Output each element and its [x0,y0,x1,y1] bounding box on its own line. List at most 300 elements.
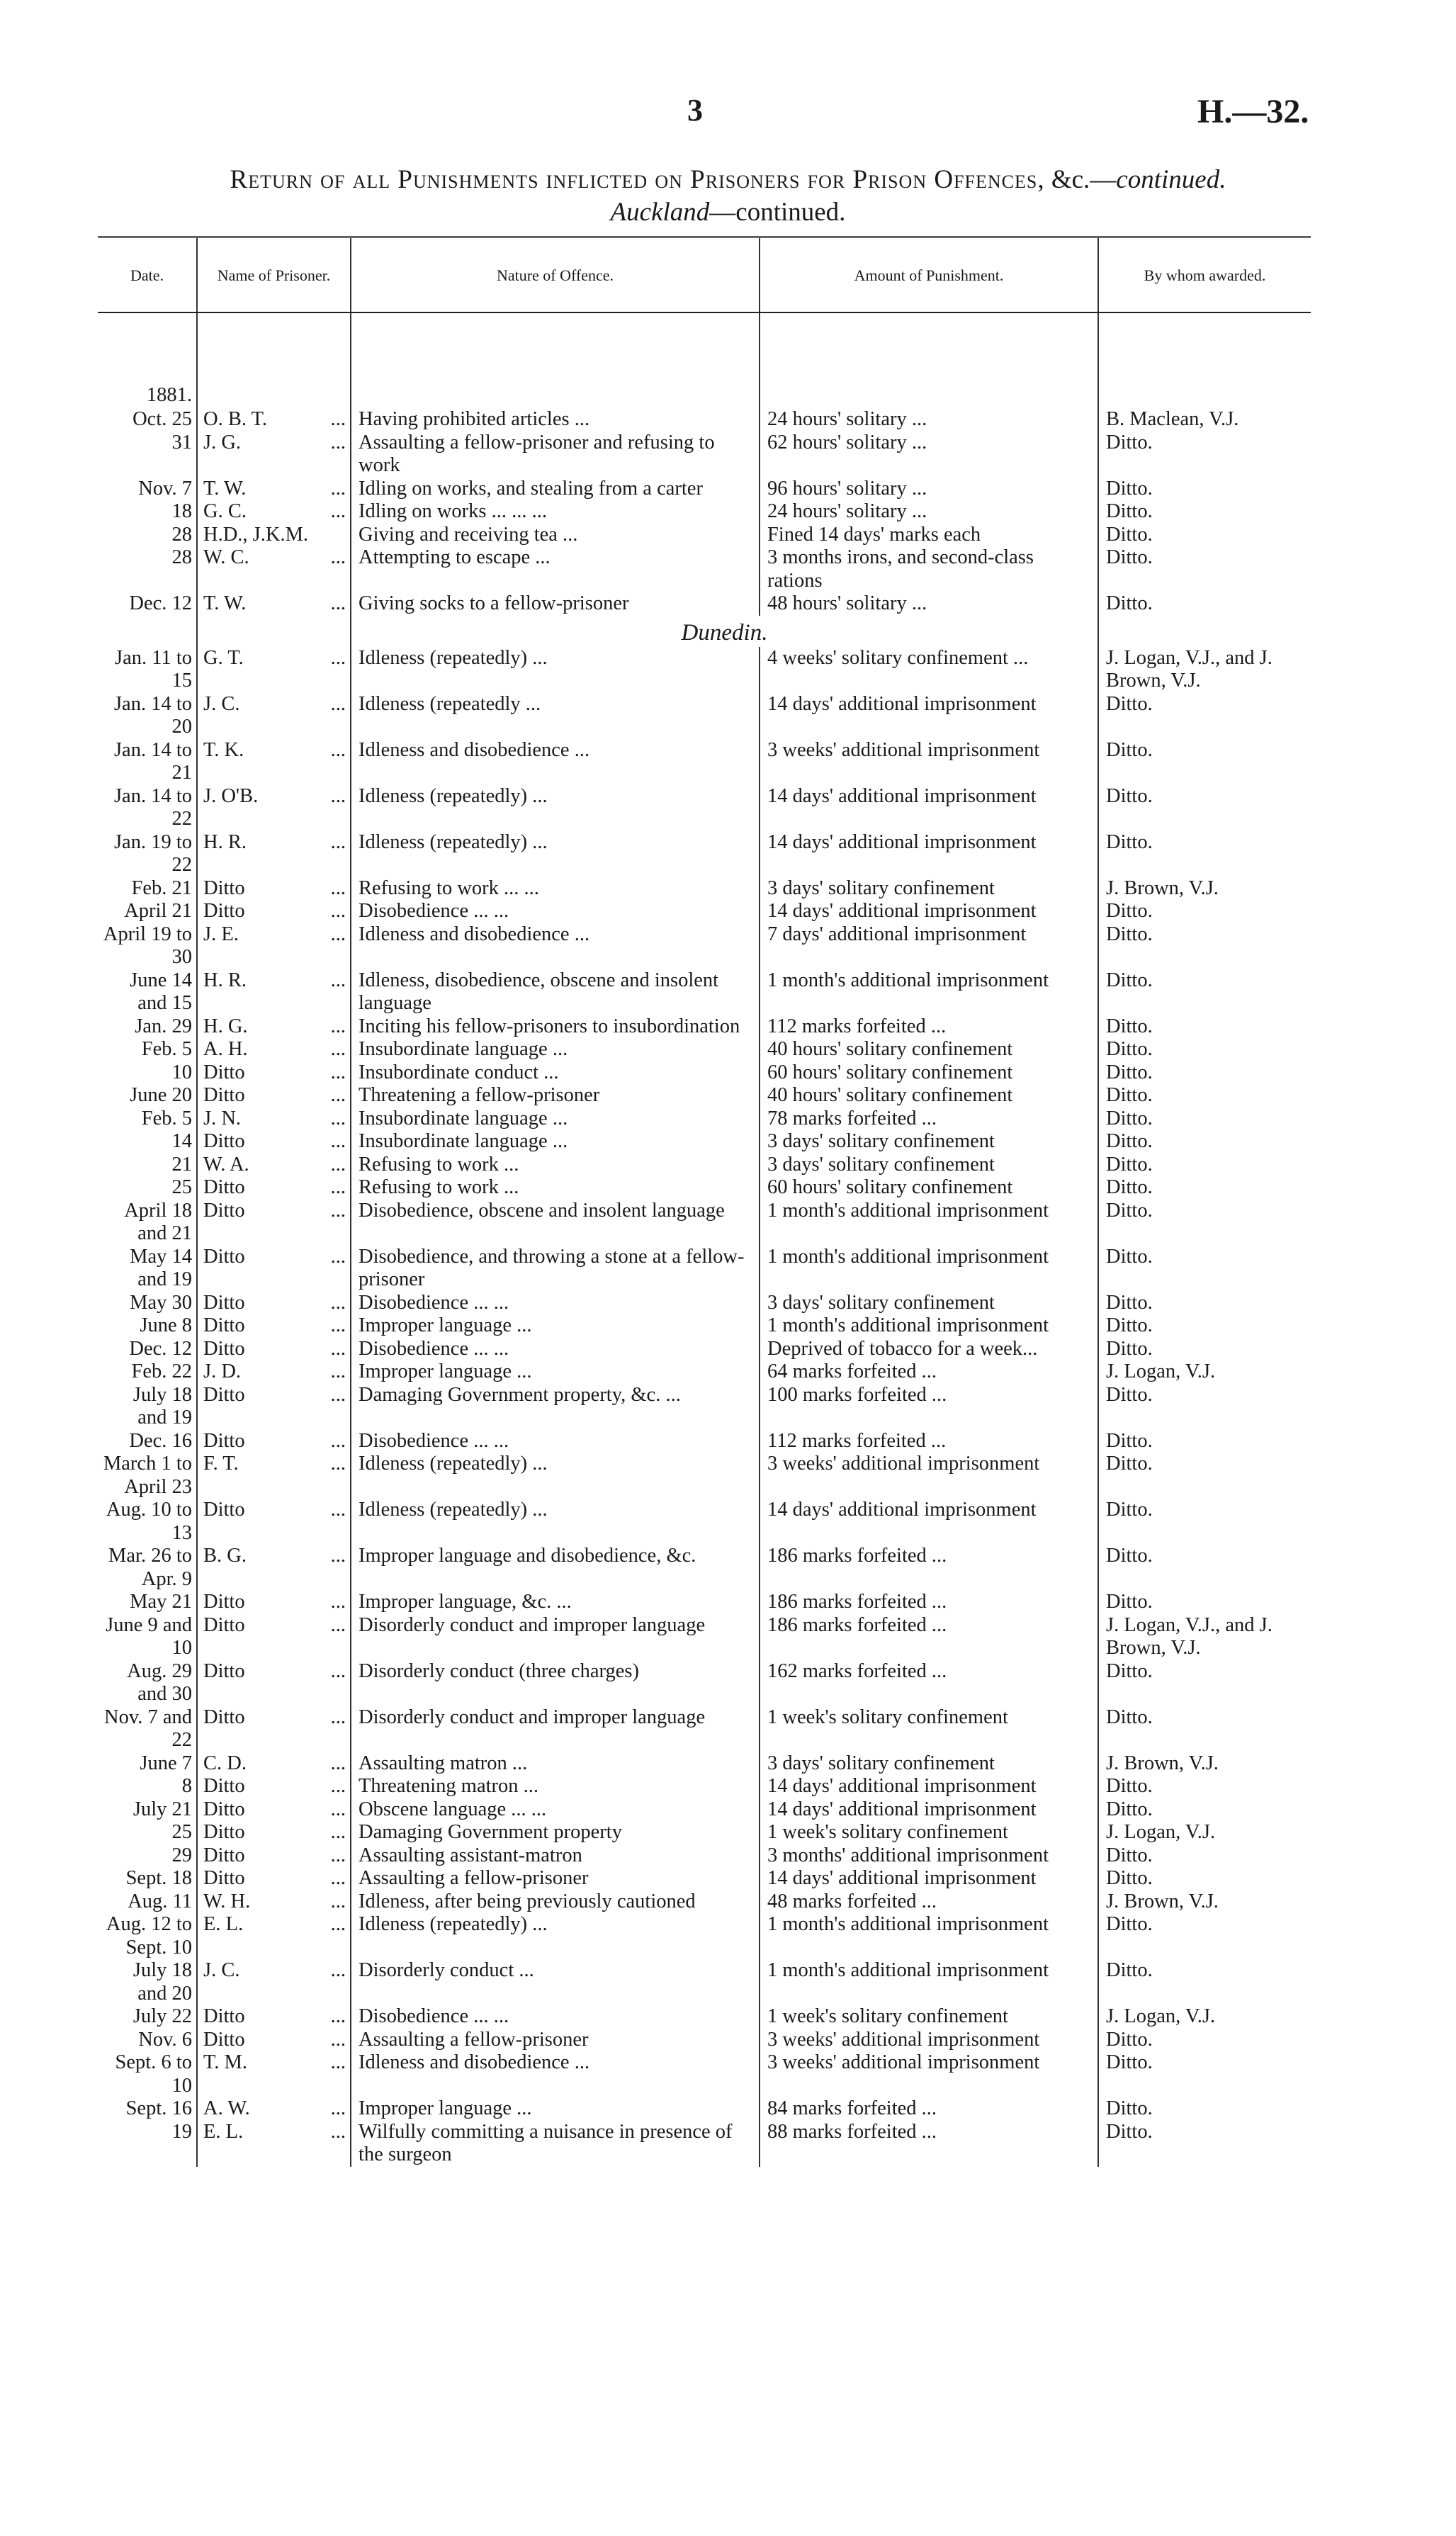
table-row [98,1890,1311,1914]
punishment-cell [760,1084,1098,1108]
date-cell [98,1798,197,1822]
date-cell-text: June 7 [140,1752,192,1774]
date-cell-text: 14 [171,1130,192,1152]
table-row [98,432,1311,478]
date-cell [98,739,197,785]
awarded-by-cell [1098,2051,1311,2097]
date-cell [98,1959,197,2005]
date-cell [98,923,197,969]
prisoner-name-cell-text: T. W. [203,592,247,614]
offence-cell [351,1200,760,1246]
table-row [98,1314,1311,1338]
date-cell [98,1545,197,1591]
prisoner-name-cell-text: A. H. [203,1038,248,1060]
date-cell-text: March 1 to April 23 [103,1453,192,1498]
prisoner-name-cell [197,1959,351,2005]
date-cell [98,1176,197,1200]
table-row [98,1798,1311,1822]
awarded-by-cell-text: Ditto. [1106,1314,1153,1336]
table-row [98,2097,1311,2121]
punishment-cell-text: 1 week's solitary confinement [767,2005,1008,2027]
punishment-cell-text: 3 days' solitary confinement [767,877,995,899]
awarded-by-cell [1098,1660,1311,1706]
punishment-cell [760,877,1098,901]
punishment-cell-text: 40 hours' solitary confinement [767,1084,1013,1106]
punishment-cell-text: 3 weeks' additional imprisonment [767,2051,1040,2073]
offence-cell [351,739,760,785]
prisoner-name-cell-text: Ditto [203,1867,245,1889]
offence-cell-text: Giving socks to a fellow-prisoner [359,592,629,614]
awarded-by-cell [1098,969,1311,1015]
date-cell [98,831,197,877]
offence-cell [351,1038,760,1061]
prisoner-name-cell [197,1314,351,1338]
prisoner-name-cell-text: G. C. [203,500,247,522]
date-cell-text: Feb. 5 [141,1107,192,1129]
offence-cell [351,877,760,901]
date-cell-text: Jan. 29 [135,1015,192,1037]
table-row [98,647,1311,693]
offence-cell [351,1660,760,1706]
prisoner-name-cell-text: T. W. [203,477,247,500]
prisoner-name-cell [197,1200,351,1246]
prisoner-name-cell-text: Ditto [203,1844,245,1866]
prisoner-name-cell-text: W. H. [203,1890,251,1912]
date-cell [98,877,197,901]
prisoner-name-cell [197,900,351,923]
table-row [98,1453,1311,1499]
table-row [98,877,1311,901]
awarded-by-cell-text: Ditto. [1106,1176,1153,1198]
date-cell [98,1246,197,1292]
offence-cell [351,2121,760,2167]
offence-cell [351,1775,760,1798]
awarded-by-cell [1098,1061,1311,1085]
prisoner-name-cell [197,1844,351,1868]
table-row [98,2029,1311,2052]
date-cell-text: Feb. 21 [131,877,192,899]
date-cell-text: Aug. 11 [128,1890,192,1912]
date-cell-text: Oct. 25 [132,408,192,430]
section-heading-cell [351,616,1098,647]
date-cell [98,1660,197,1706]
punishment-cell-text: 14 days' additional imprisonment [767,900,1037,922]
table-row [98,1591,1311,1614]
prisoner-name-cell-text: Ditto [203,1291,245,1314]
offence-cell [351,693,760,739]
date-cell [98,1867,197,1890]
date-cell-text: Jan. 14 to 20 [113,692,192,738]
prisoner-name-cell-text: Ditto [203,1199,245,1222]
leader-dots: ... [330,2051,346,2073]
offence-cell [351,923,760,969]
prisoner-name-cell-text: J. C. [203,1959,240,1981]
date-cell [98,1775,197,1798]
offence-cell [351,2097,760,2121]
punishment-cell-text: 96 hours' solitary ... [767,477,927,500]
date-cell [98,1821,197,1844]
offence-cell [351,432,760,478]
date-cell [98,1430,197,1453]
date-cell-text: Aug. 12 to Sept. 10 [106,1913,192,1959]
date-cell [98,408,197,432]
awarded-by-cell-text: Ditto. [1106,546,1153,568]
table-row [98,592,1311,616]
date-cell-text: June 20 [130,1084,192,1106]
leader-dots: ... [330,2005,346,2027]
offence-cell [351,647,760,693]
prisoner-name-cell [197,1706,351,1752]
table-row [98,1499,1311,1545]
date-cell [98,524,197,547]
punishment-cell-text: 3 days' solitary confinement [767,1291,995,1314]
offence-cell-text: Idleness, after being previously cautioned [359,1890,696,1912]
date-cell-text: 21 [171,1153,192,1176]
offence-cell [351,1246,760,1292]
offence-cell [351,1499,760,1545]
offence-cell-text: Idleness, disobedience, obscene and insolent language [359,969,719,1014]
prisoner-name-cell-text: Ditto [203,2028,245,2051]
prisoner-name-cell-text: T. M. [203,2051,248,2073]
offence-cell-text: Disorderly conduct ... [359,1959,534,1981]
punishment-cell-text: 186 marks forfeited ... [767,1591,947,1613]
table-row [98,1614,1311,1660]
offence-cell [351,546,760,592]
date-cell-text: Feb. 22 [131,1360,192,1382]
date-cell-text: April 19 to 30 [103,923,192,968]
prisoner-name-cell [197,2029,351,2052]
date-cell [98,592,197,616]
prisoner-name-cell-text: Ditto [203,1499,245,1521]
punishment-cell [760,1154,1098,1177]
table-row [98,1084,1311,1108]
offence-cell-text: Disobedience ... ... [359,1429,509,1452]
punishment-cell-text: 3 months' additional imprisonment [767,1844,1049,1866]
date-cell [98,1292,197,1315]
awarded-by-cell-text: Ditto. [1106,500,1153,522]
leader-dots: ... [330,1844,346,1866]
prisoner-name-cell [197,1430,351,1453]
awarded-by-cell [1098,524,1311,547]
prisoner-name-cell-text: Ditto [203,1821,245,1843]
awarded-by-cell [1098,592,1311,616]
awarded-by-cell [1098,1752,1311,1776]
prisoner-name-cell [197,592,351,616]
table-row [98,900,1311,923]
page-number: 3 [687,93,703,128]
offence-cell [351,2005,760,2029]
punishment-cell [760,739,1098,785]
awarded-by-cell [1098,2005,1311,2029]
prisoner-name-cell-text: W. C. [203,546,249,568]
offence-cell [351,1752,760,1776]
offence-cell-text: Threatening matron ... [359,1775,539,1797]
punishment-cell [760,524,1098,547]
prisoner-name-cell-text: Ditto [203,1775,245,1797]
prisoner-name-cell-text: Ditto [203,1429,245,1452]
date-cell-text: Jan. 14 to 21 [113,738,192,784]
prisoner-name-cell [197,1591,351,1614]
offence-cell-text: Idleness and disobedience ... [359,923,590,945]
date-cell-text: June 14 and 15 [130,969,192,1014]
date-cell-text: May 30 [130,1291,192,1314]
offence-cell-text: Obscene language ... ... [359,1798,547,1820]
date-cell-text: April 21 [124,900,192,922]
offence-cell-text: Disorderly conduct and improper language [359,1613,706,1636]
punishment-cell-text: 78 marks forfeited ... [767,1107,937,1129]
offence-cell-text: Improper language ... [359,2097,532,2119]
date-cell-text: Feb. 5 [141,1038,192,1060]
leader-dots: ... [330,1545,346,1567]
date-cell [98,693,197,739]
date-cell [98,1015,197,1039]
punishment-cell [760,2005,1098,2029]
prisoner-name-cell-text: G. T. [203,646,244,669]
offence-cell [351,900,760,923]
awarded-by-cell [1098,1821,1311,1844]
offence-cell-text: Refusing to work ... [359,1153,519,1176]
date-cell [98,500,197,524]
offence-cell [351,785,760,831]
punishment-cell [760,1706,1098,1752]
punishment-cell-text: 3 weeks' additional imprisonment [767,2028,1040,2051]
punishment-cell [760,1061,1098,1085]
punishment-cell [760,923,1098,969]
leader-dots: ... [330,1245,346,1268]
punishment-cell-text: 186 marks forfeited ... [767,1613,947,1636]
punishment-cell-text: 3 days' solitary confinement [767,1752,995,1774]
date-cell-text: May 21 [130,1591,192,1613]
date-cell [98,1360,197,1384]
date-cell [98,1384,197,1430]
leader-dots: ... [330,1015,346,1037]
prisoner-name-cell-text: Ditto [203,1798,245,1820]
punishment-cell-text: 1 month's additional imprisonment [767,969,1049,991]
date-cell-text: Dec. 16 [129,1429,192,1452]
leader-dots: ... [330,1959,346,1981]
punishment-cell [760,2029,1098,2052]
date-cell-text: 25 [171,1821,192,1843]
punishment-cell-text: 3 days' solitary confinement [767,1130,995,1152]
prisoner-name-cell [197,1292,351,1315]
date-cell [98,1890,197,1914]
date-cell [98,1913,197,1959]
leader-dots: ... [330,738,346,761]
date-cell [98,2029,197,2052]
document-subtitle [0,197,1456,227]
punishment-cell-text: 1 month's additional imprisonment [767,1913,1049,1935]
table-row [98,1913,1311,1959]
date-cell-text: Sept. 18 [125,1867,192,1889]
offence-cell-text: Disobedience, obscene and insolent language [359,1199,725,1222]
prisoner-name-cell-text: J. E. [203,923,239,945]
prisoner-name-cell [197,1499,351,1545]
table-row [98,2121,1311,2167]
offence-cell [351,1614,760,1660]
prisoner-name-cell [197,647,351,693]
table-row [98,831,1311,877]
offence-cell [351,1084,760,1108]
date-cell [98,1706,197,1752]
prisoner-name-cell [197,969,351,1015]
date-cell-text: July 18 and 20 [132,1959,192,2005]
awarded-by-cell [1098,478,1311,501]
date-cell-text: Sept. 6 to 10 [115,2051,192,2097]
leader-dots: ... [330,1176,346,1198]
punishment-cell [760,1821,1098,1844]
awarded-by-cell-text: J. Brown, V.J. [1106,1890,1219,1912]
punishment-cell [760,1246,1098,1292]
awarded-by-cell [1098,923,1311,969]
punishment-cell [760,1660,1098,1706]
punishment-cell [760,2097,1098,2121]
offence-cell-text: Idleness (repeatedly) ... [359,830,548,853]
punishment-cell [760,1752,1098,1776]
awarded-by-cell-text: Ditto. [1106,1775,1153,1797]
leader-dots: ... [330,477,346,500]
table-body [98,312,1311,2167]
offence-cell [351,1176,760,1200]
punishment-cell-text: 14 days' additional imprisonment [767,784,1037,807]
punishment-cell [760,969,1098,1015]
awarded-by-cell-text: Ditto. [1106,592,1153,614]
column-header-date: Date. [98,237,197,313]
awarded-by-cell-text: J. Brown, V.J. [1106,1752,1219,1774]
prisoner-name-cell-text: Ditto [203,1383,245,1406]
offence-cell-text: Improper language ... [359,1360,532,1382]
date-cell-text: 25 [171,1176,192,1198]
punishment-cell [760,1844,1098,1868]
awarded-by-cell-text: Ditto. [1106,1061,1153,1083]
prisoner-name-cell [197,877,351,901]
awarded-by-cell-text: Ditto. [1106,923,1153,945]
prisoner-name-cell [197,2051,351,2097]
table-row [98,1867,1311,1890]
offence-cell-text: Improper language, &c. ... [359,1591,572,1613]
section-heading-row [98,616,1311,647]
table-row [98,923,1311,969]
date-cell-text: April 18 and 21 [124,1199,192,1244]
date-cell [98,1614,197,1660]
prisoner-name-cell [197,1614,351,1660]
punishment-cell [760,1591,1098,1614]
date-cell-text: July 18 and 19 [132,1383,192,1428]
prisoner-name-cell [197,2005,351,2029]
table-row [98,1015,1311,1039]
awarded-by-cell [1098,1384,1311,1430]
punishment-cell [760,1200,1098,1246]
punishment-cell [760,1890,1098,1914]
table-row [98,1706,1311,1752]
offence-cell [351,524,760,547]
offence-cell-text: Damaging Government property, &c. ... [359,1383,681,1406]
punishment-cell-text: 14 days' additional imprisonment [767,692,1037,715]
subtitle-place: Auckland [610,198,710,227]
prisoner-name-cell [197,785,351,831]
punishment-cell-text: 84 marks forfeited ... [767,2097,937,2119]
column-header-punishment: Amount of Punishment. [760,237,1098,313]
table-row [98,1775,1311,1798]
awarded-by-cell-text: Ditto. [1106,1015,1153,1037]
awarded-by-cell-text: J. Logan, V.J. [1106,1360,1216,1382]
offence-cell-text: Refusing to work ... [359,1176,519,1198]
table-row [98,693,1311,739]
awarded-by-cell-text: Ditto. [1106,969,1153,991]
date-cell-text: Dec. 12 [129,592,192,614]
date-cell [98,2097,197,2121]
header-spacer-row [98,312,1311,384]
offence-cell-text: Refusing to work ... ... [359,877,539,899]
punishment-cell [760,1176,1098,1200]
offence-cell [351,1108,760,1131]
prisoner-name-cell-text: H.D., J.K.M. [203,523,309,546]
leader-dots: ... [330,1453,346,1475]
prisoner-name-cell [197,432,351,478]
date-cell-text: Jan. 14 to 22 [113,784,192,830]
punishment-cell-text: 24 hours' solitary ... [767,500,927,522]
offence-cell [351,1844,760,1868]
awarded-by-cell [1098,877,1311,901]
prisoner-name-cell [197,1246,351,1292]
awarded-by-cell-text: Ditto. [1106,1913,1153,1935]
date-cell [98,969,197,1015]
awarded-by-cell-text: Ditto. [1106,1453,1153,1475]
awarded-by-cell [1098,1338,1311,1361]
prisoner-name-cell [197,1084,351,1108]
leader-dots: ... [330,546,346,568]
offence-cell [351,1384,760,1430]
prisoner-name-cell [197,478,351,501]
punishment-cell [760,592,1098,616]
prisoner-name-cell [197,1798,351,1822]
offence-cell [351,831,760,877]
leader-dots: ... [330,1798,346,1820]
leader-dots: ... [330,1499,346,1521]
punishment-cell-text: 1 month's additional imprisonment [767,1245,1049,1268]
prisoner-name-cell-text: A. W. [203,2097,250,2119]
punishment-cell-text: 60 hours' solitary confinement [767,1176,1013,1198]
awarded-by-cell-text: Ditto. [1106,1429,1153,1452]
offence-cell [351,1890,760,1914]
date-cell-text: Nov. 7 [138,477,192,500]
awarded-by-cell [1098,1775,1311,1798]
punishment-cell-text: 14 days' additional imprisonment [767,1798,1037,1820]
prisoner-name-cell [197,500,351,524]
prisoner-name-cell [197,1154,351,1177]
punishment-cell-text: 1 month's additional imprisonment [767,1959,1049,1981]
awarded-by-cell-text: Ditto. [1106,900,1153,922]
punishment-cell-text: 100 marks forfeited ... [767,1383,947,1406]
prisoner-name-cell [197,739,351,785]
awarded-by-cell-text: Ditto. [1106,738,1153,761]
awarded-by-cell-text: Ditto. [1106,1038,1153,1060]
awarded-by-cell [1098,432,1311,478]
offence-cell-text: Assaulting assistant-matron [359,1844,582,1866]
awarded-by-cell-text: J. Logan, V.J., and J. Brown, V.J. [1106,646,1272,692]
prisoner-name-cell [197,1015,351,1039]
leader-dots: ... [330,1821,346,1843]
awarded-by-cell [1098,1200,1311,1246]
punishment-cell [760,1775,1098,1798]
table-row [98,1360,1311,1384]
leader-dots: ... [330,969,346,991]
leader-dots: ... [330,1360,346,1382]
leader-dots: ... [330,1061,346,1083]
date-cell-text: July 21 [132,1798,192,1820]
offence-cell [351,1360,760,1384]
leader-dots: ... [330,1613,346,1636]
leader-dots: ... [330,408,346,430]
